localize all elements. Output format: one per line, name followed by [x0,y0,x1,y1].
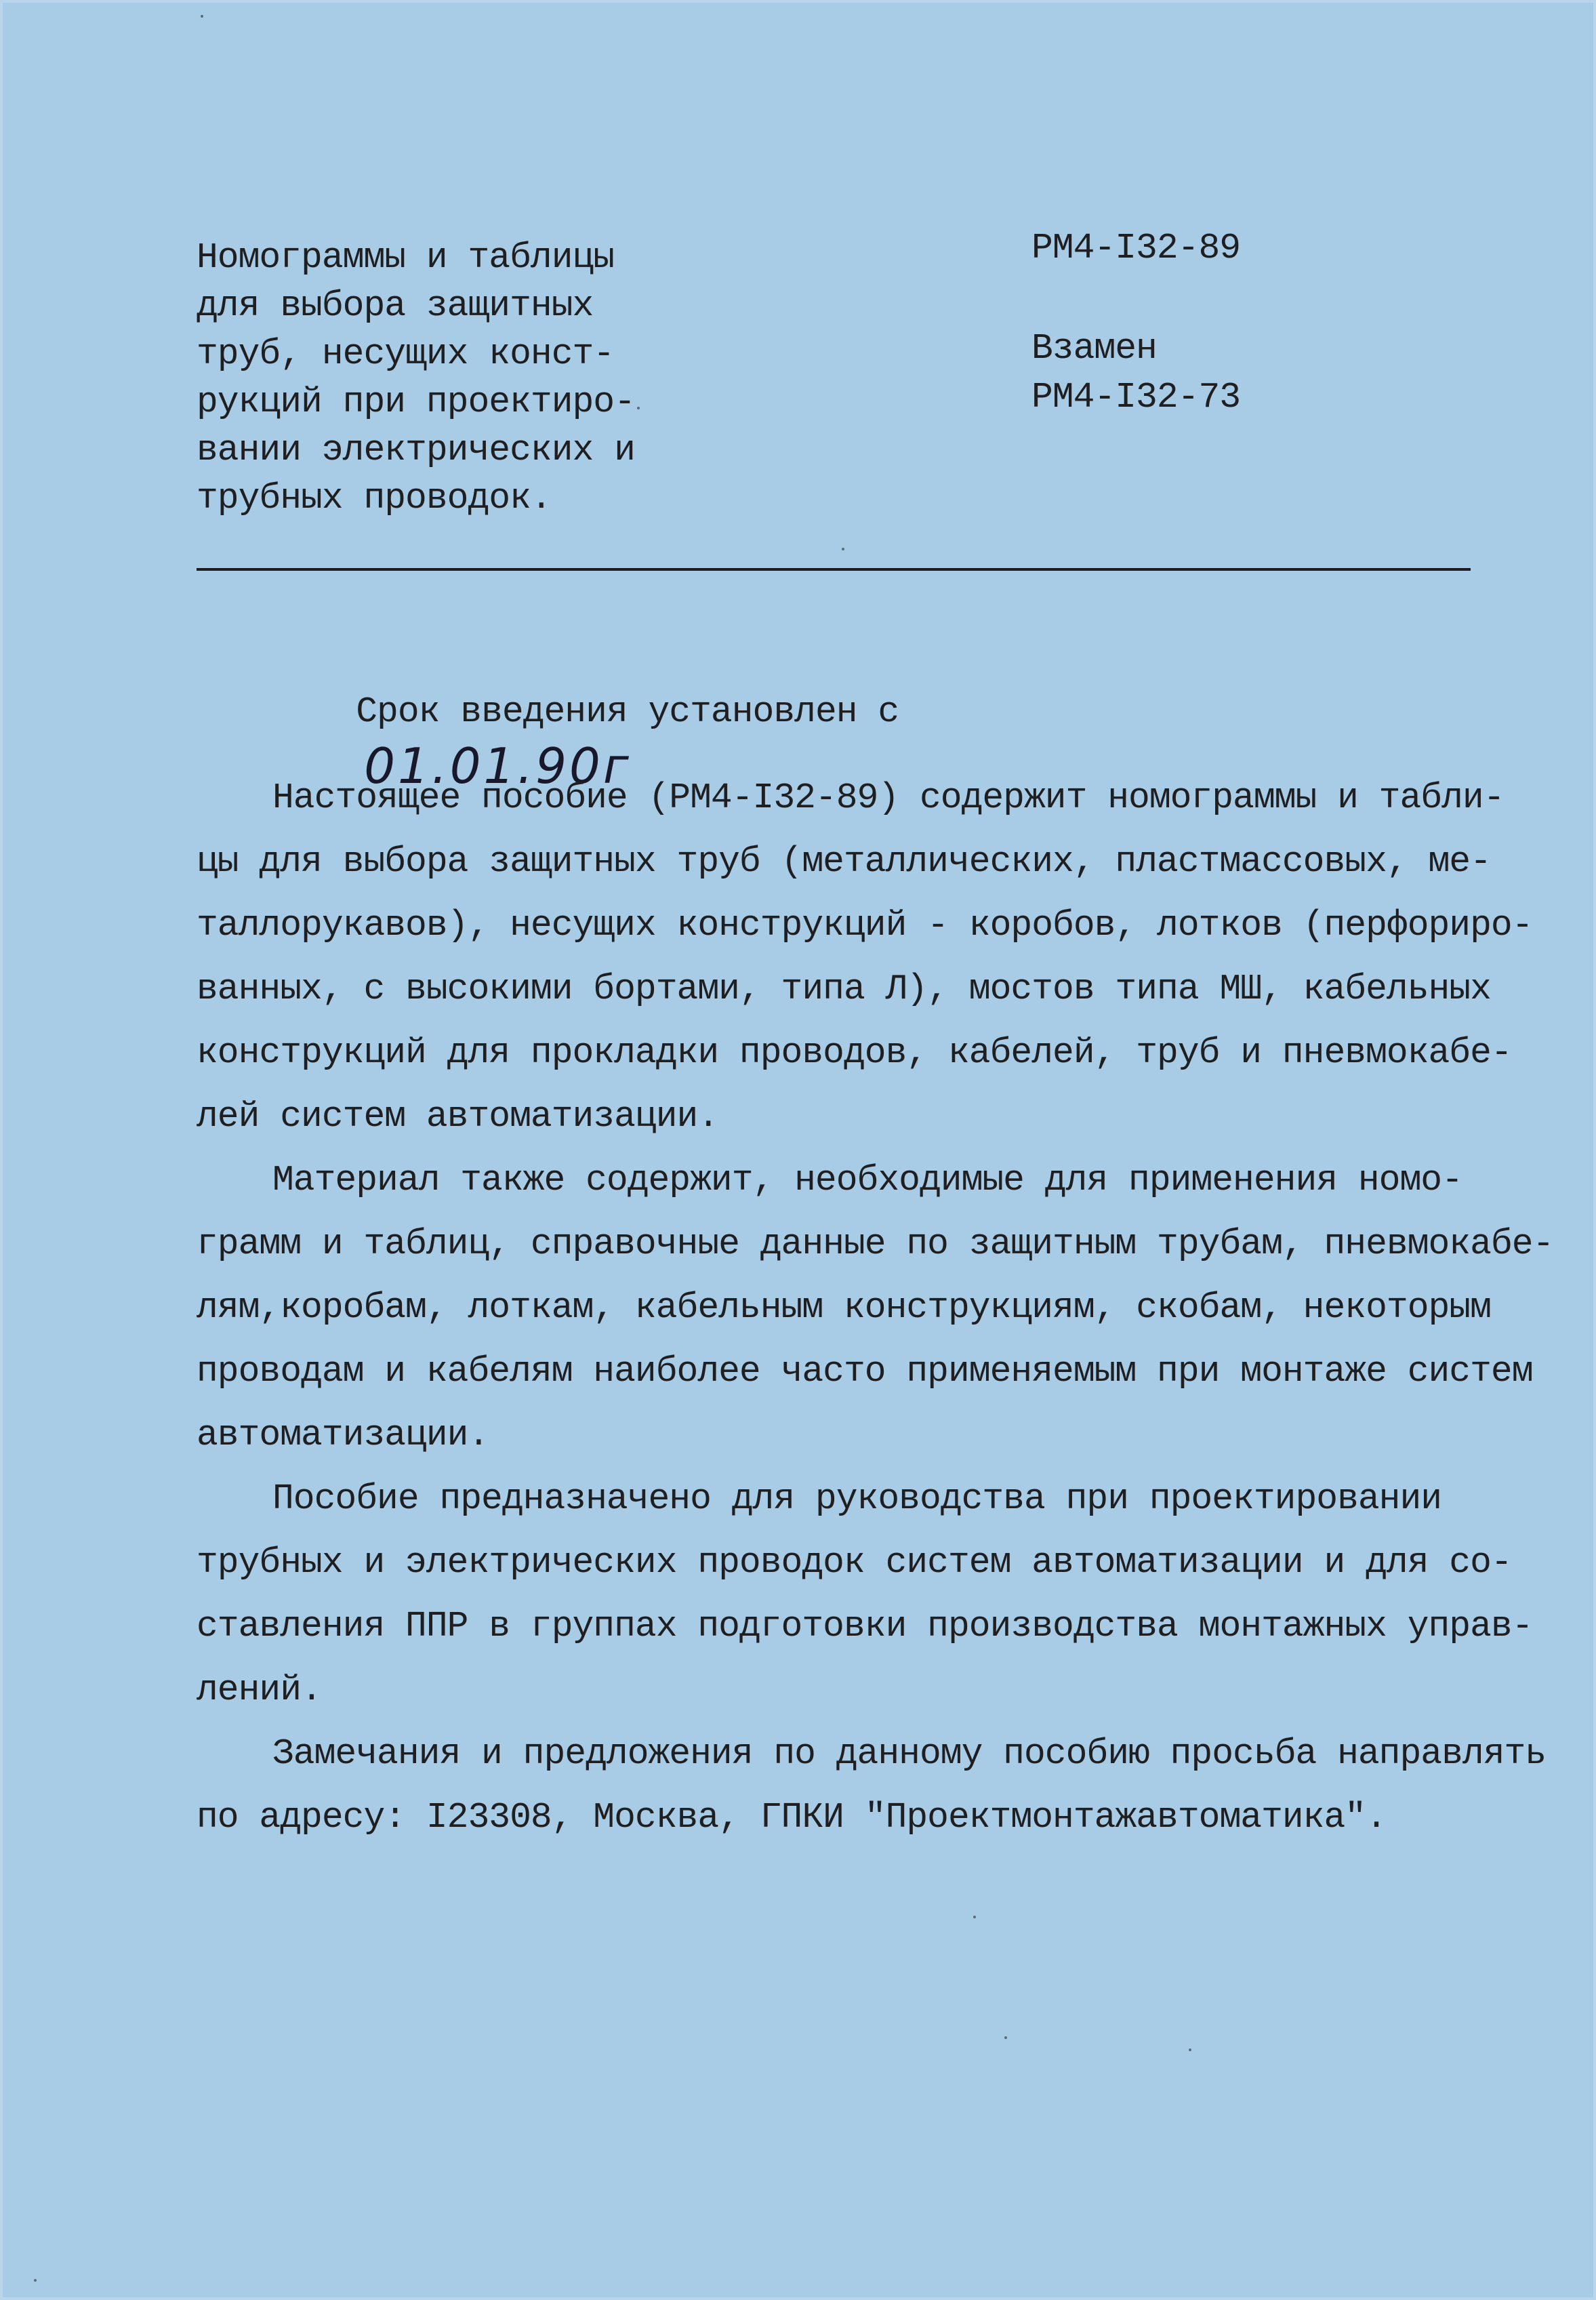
paragraph-line: по адресу: I23308, Москва, ГПКИ "Проектмонтажавтоматика". [197,1797,1387,1838]
title-line: трубных проводок. [197,478,552,519]
replaces-label: Взамен [1031,328,1157,369]
document-code: РМ4-I32-89 [1031,228,1241,268]
paragraph-line: проводам и кабелям наиболее часто применяемым при монтаже систем [197,1351,1533,1392]
scan-speck [842,548,844,550]
title-line: для выбора защитных [197,285,594,326]
paragraph-feedback [197,1722,1547,1849]
paragraph-line: ванных, с высокими бортами, типа Л), мостов типа МШ, кабельных [197,969,1491,1009]
document-body [197,766,1554,1849]
effective-date-prefix: Срок введения установлен с [356,691,899,732]
paragraph-line: ставления ППР в группах подготовки производства монтажных управ- [197,1606,1533,1647]
title-line: труб, несущих конст- [197,334,615,374]
document-code-block [1031,224,1240,422]
scan-speck [1189,2049,1191,2051]
scan-speck [637,407,640,409]
paragraph-line: лей систем автоматизации. [197,1096,719,1137]
title-line: рукций при проектиро- [197,382,635,422]
paragraph-line: цы для выбора защитных труб (металлических, пластмассовых, ме- [197,841,1491,882]
paragraph-line: Замечания и предложения по данному пособию просьба направлять [272,1733,1547,1774]
paragraph-line: трубных и электрических проводок систем автоматизации и для со- [197,1542,1512,1583]
paragraph-line: конструкций для прокладки проводов, кабелей, труб и пневмокабе- [197,1032,1512,1073]
title-line: Номограммы и таблицы [197,237,615,278]
code-spacer [1031,273,1240,324]
replaces-code: РМ4-I32-73 [1031,377,1241,418]
scan-speck [1004,2036,1007,2039]
paragraph-line: таллорукавов), несущих конструкций - коробов, лотков (перфориро- [197,905,1533,946]
handwritten-effective-date: 01.01.90г [364,738,632,794]
scan-speck [201,15,203,18]
paragraph-line: Пособие предназначено для руководства при проектировании [272,1478,1442,1519]
paragraph-line: Материал также содержит, необходимые для применения номо- [272,1160,1462,1201]
document-title [197,234,684,523]
header-divider [197,568,1471,571]
paragraph-line: грамм и таблиц, справочные данные по защитным трубам, пневмокабе- [197,1224,1554,1264]
paragraph-purpose [197,1467,1533,1722]
paragraph-line: автоматизации. [197,1415,489,1455]
paragraph-materials [197,1148,1554,1467]
paragraph-line: лений. [197,1670,322,1710]
scan-speck [34,2279,37,2282]
paragraph-scope [197,766,1533,1148]
title-line: вании электрических и [197,430,635,470]
paragraph-line: Настоящее пособие (РМ4-I32-89) содержит номограммы и табли- [272,778,1505,818]
scan-speck [973,1916,976,1918]
paragraph-line: лям,коробам, лоткам, кабельным конструкциям, скобам, некоторым [197,1287,1491,1328]
